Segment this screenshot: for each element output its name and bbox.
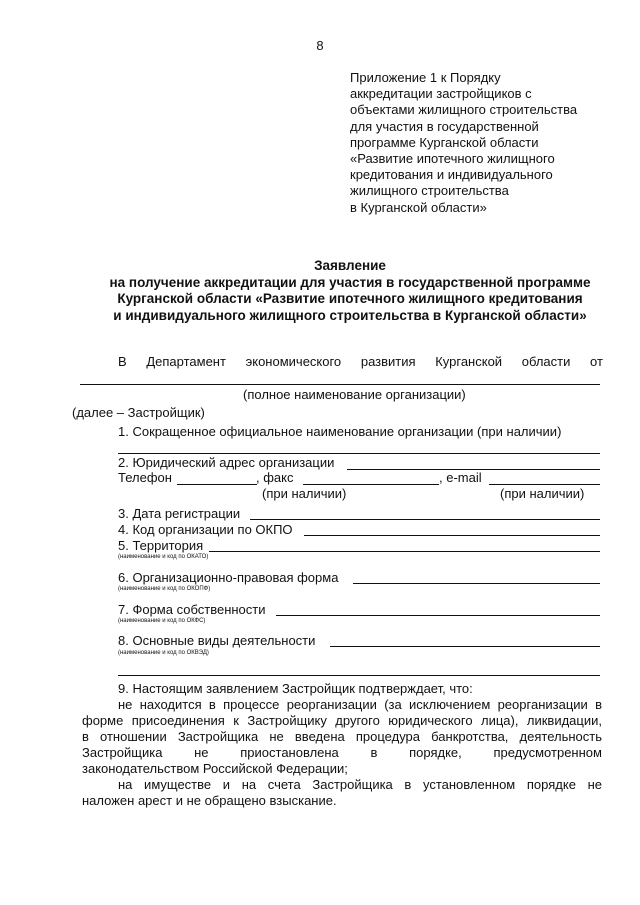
item-7-label: 7. Форма собственности <box>118 602 266 617</box>
fax-label: , факс <box>256 470 294 485</box>
title-line: на получение аккредитации для участия в государственной программе <box>109 274 591 290</box>
intro-word: области <box>521 354 571 369</box>
item-8-line[interactable] <box>330 646 600 647</box>
para-word: Застройщика <box>82 745 163 760</box>
phone-line[interactable] <box>177 484 257 485</box>
appendix-line: в Курганской области» <box>350 199 487 215</box>
appendix-line: аккредитации застройщиков с <box>350 86 532 102</box>
para1-line: не находится в процессе реорганизации (за исключением реорганизации в <box>118 697 602 712</box>
item-7-note: (наименование и код по ОКФС) <box>118 618 206 624</box>
para-word: в <box>370 745 378 760</box>
item-8-extra-line[interactable] <box>118 675 600 676</box>
intro-line <box>118 354 603 369</box>
para2-line: наложен арест и не обращено взыскание. <box>82 793 337 808</box>
email-if-any: (при наличии) <box>500 486 585 501</box>
org-name-caption: (полное наименование организации) <box>243 387 466 402</box>
item-5-note: (наименование и код по ОКАТО) <box>118 554 209 560</box>
page-number: 8 <box>316 38 324 53</box>
item-5-line[interactable] <box>209 551 600 552</box>
fax-line[interactable] <box>303 484 439 485</box>
para1-line: законодательством Российской Федерации; <box>82 761 348 776</box>
item-6-line[interactable] <box>353 583 600 584</box>
para1-line: в отношении Застройщика не введена процедура банкротства, деятельность <box>82 729 602 744</box>
intro-word: В <box>118 354 127 369</box>
para2-line: на имуществе и на счета Застройщика в установленном порядке не <box>118 777 602 792</box>
item-4-label: 4. Код организации по ОКПО <box>118 522 293 537</box>
document-title <box>60 258 640 324</box>
para-word: предусмотренном <box>493 745 602 760</box>
item-7-line[interactable] <box>276 615 600 616</box>
intro-word: экономического <box>245 354 342 369</box>
title-line: Курганской области «Развитие ипотечного жилищного кредитования <box>117 291 583 307</box>
item-1-line[interactable] <box>118 453 600 454</box>
para1-line: форме присоединения к Застройщику другого юридического лица), ликвидации, <box>82 713 602 728</box>
intro-word: от <box>590 354 603 369</box>
item-6-note: (наименование и код по ОКОПФ) <box>118 586 211 592</box>
item-6-label: 6. Организационно-правовая форма <box>118 570 339 585</box>
appendix-line: жилищного строительства <box>350 183 509 199</box>
item-4-line[interactable] <box>304 535 600 536</box>
appendix-line: «Развитие ипотечного жилищного <box>350 151 555 167</box>
para-word: не <box>194 745 209 760</box>
item-9-label: 9. Настоящим заявлением Застройщик подтверждает, что: <box>118 681 473 696</box>
item-2-label: 2. Юридический адрес организации <box>118 455 335 470</box>
item-8-label: 8. Основные виды деятельности <box>118 633 316 648</box>
appendix-reference <box>350 70 610 216</box>
email-label: , e-mail <box>439 470 482 485</box>
title-heading: Заявление <box>314 258 386 273</box>
title-line: и индивидуального жилищного строительства в Курганской области» <box>113 307 587 323</box>
para-word: приостановлена <box>240 745 339 760</box>
appendix-line: программе Курганской области <box>350 134 539 150</box>
appendix-line: объектами жилищного строительства <box>350 102 578 118</box>
appendix-line: Приложение 1 к Порядку <box>350 70 501 85</box>
para-word: порядке, <box>409 745 462 760</box>
intro-word: Департамент <box>146 354 226 369</box>
item-3-line[interactable] <box>250 519 600 520</box>
fax-if-any: (при наличии) <box>262 486 347 501</box>
item-8-note: (наименование и код по ОКВЭД) <box>118 650 209 656</box>
intro-word: развития <box>360 354 416 369</box>
org-name-line[interactable] <box>80 384 600 385</box>
appendix-line: кредитования и индивидуального <box>350 167 553 183</box>
para1-line-justified <box>82 745 602 760</box>
item-1-label: 1. Сокращенное официальное наименование организации (при наличии) <box>118 424 562 439</box>
appendix-line: для участия в государственной <box>350 118 539 134</box>
intro-word: Курганской <box>435 354 503 369</box>
item-5-label: 5. Территория <box>118 538 204 553</box>
item-3-label: 3. Дата регистрации <box>118 506 241 521</box>
email-line[interactable] <box>489 484 600 485</box>
phone-label: Телефон <box>118 470 172 485</box>
after-label: (далее – Застройщик) <box>72 405 205 420</box>
